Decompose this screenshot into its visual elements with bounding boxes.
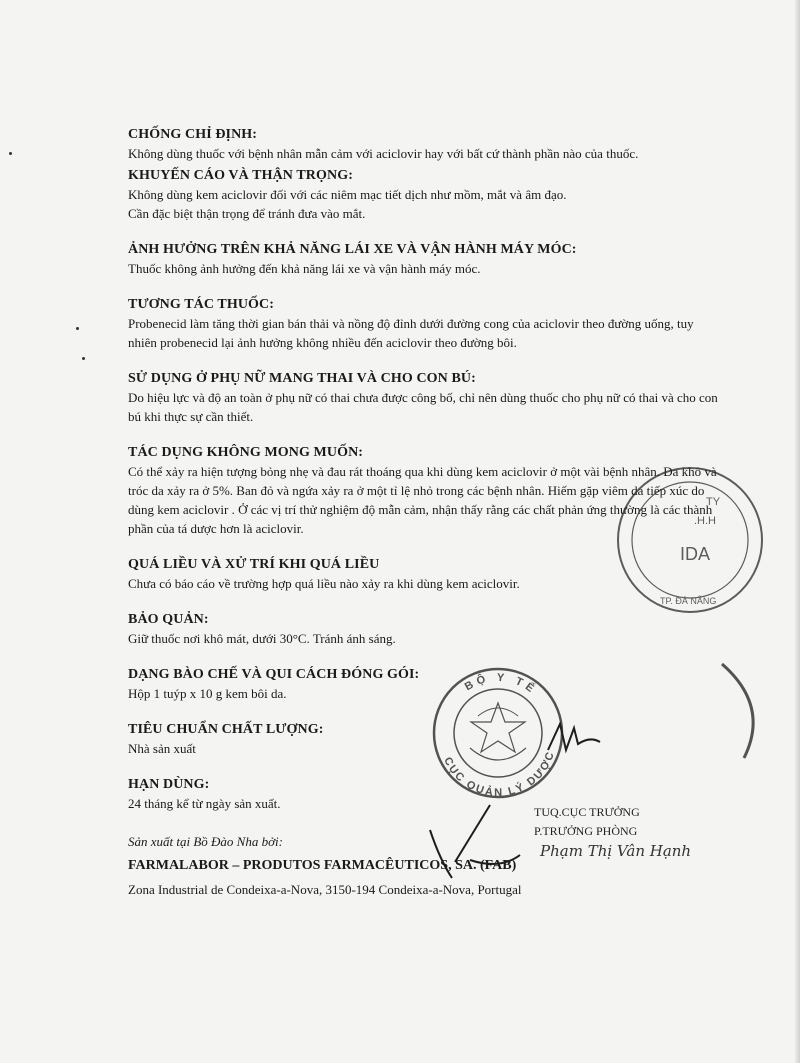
signer-name: Phạm Thị Vân Hạnh [540, 842, 692, 860]
company-stamp-icon [618, 468, 762, 612]
section-text: Giữ thuốc nơi khô mát, dưới 30°C. Tránh ánh sáng. [128, 631, 396, 646]
seal-top-text: BỘ Y TẾ [462, 671, 540, 698]
section-text: 24 tháng kể từ ngày sản xuất. [128, 796, 281, 811]
section-text: Do hiệu lực và độ an toàn ở phụ nữ có thai chưa được công bố, chỉ nên dùng thuốc cho phụ nữ có thai và cho con bú khi thực sự cần thiết. [128, 390, 718, 424]
company-stamp-text: TP. ĐÀ NẴNG [660, 596, 717, 606]
seal-bottom-text: CỤC QUẢN LÝ DƯỢC [441, 749, 558, 800]
signature-subtitle: P.TRƯỞNG PHÒNG [534, 824, 638, 838]
partial-stamp-arc-icon [722, 664, 753, 758]
section-text: Probenecid làm tăng thời gian bán thải và nồng độ đỉnh dưới đường cong của aciclovir theo đường uống, tuy nhiên probenecid lại ảnh hưởng không nhiều đến aciclovir theo đường bôi. [128, 316, 694, 350]
section-heading: TƯƠNG TÁC THUỐC: [128, 297, 275, 312]
section-heading: SỬ DỤNG Ở PHỤ NỮ MANG THAI VÀ CHO CON BÚ: [128, 371, 476, 386]
manufactured-in-label: Sản xuất tại Bồ Đào Nha bởi: [128, 834, 283, 849]
manufacturer-name: FARMALABOR – PRODUTOS FARMACÊUTICOS, SA. (FAB) [128, 858, 517, 873]
section-heading: CHỐNG CHỈ ĐỊNH: [128, 127, 258, 142]
section-text: Có thể xảy ra hiện tượng bỏng nhẹ và đau rát thoáng qua khi dùng kem aciclovir ở một vài bệnh nhân. Da khô và tróc da xảy ra ở 5%. Ban đỏ và ngứa xảy ra ở một tỉ lệ nhỏ trong các bệnh nhân. Hiếm gặp viêm da tiếp xúc do dùng kem aciclovir . Ở các vị trí thử nghiệm độ mẫn cảm, nhận thấy rằng các chất phản ứng thường là các thành phần của tá dược hơn là aciclovir. [128, 464, 717, 536]
section-heading: KHUYẾN CÁO VÀ THẬN TRỌNG: [128, 168, 353, 183]
section-text: Không dùng thuốc với bệnh nhân mẫn cảm với aciclovir hay với bất cứ thành phần nào của thuốc. [128, 146, 639, 161]
handwritten-signature-icon [430, 724, 600, 878]
signature-title: TUQ.CỤC TRƯỞNG [534, 805, 640, 819]
section-heading: BẢO QUẢN: [128, 612, 209, 627]
company-stamp-text: TY [706, 496, 721, 508]
section-text: Hộp 1 tuýp x 10 g kem bôi da. [128, 686, 287, 701]
section-text: Chưa có báo cáo về trường hợp quá liều nào xảy ra khi dùng kem aciclovir. [128, 576, 520, 591]
section-text: Nhà sản xuất [128, 741, 196, 756]
section-heading: HẠN DÙNG: [128, 777, 210, 792]
section-heading: DẠNG BÀO CHẾ VÀ QUI CÁCH ĐÓNG GÓI: [128, 667, 420, 682]
ministry-seal-icon [434, 669, 562, 799]
company-stamp-text: .H.H [694, 515, 716, 527]
section-text: Thuốc không ảnh hưởng đến khả năng lái xe và vận hành máy móc. [128, 261, 481, 276]
section-text: Cần đặc biệt thận trọng để tránh đưa vào mắt. [128, 206, 366, 221]
section-text: Không dùng kem aciclovir đối với các niêm mạc tiết dịch như mồm, mắt và âm đạo. [128, 187, 567, 202]
manufacturer-address: Zona Industrial de Condeixa-a-Nova, 3150-194 Condeixa-a-Nova, Portugal [128, 882, 522, 897]
svg-text:CỤC QUẢN LÝ DƯỢC [441, 749, 557, 799]
section-heading: TIÊU CHUẨN CHẤT LƯỢNG: [128, 722, 324, 737]
section-heading: ẢNH HƯỞNG TRÊN KHẢ NĂNG LÁI XE VÀ VẬN HÀNH MÁY MÓC: [128, 242, 577, 257]
section-heading: TÁC DỤNG KHÔNG MONG MUỐN: [128, 445, 364, 460]
company-stamp-text: IDA [680, 544, 711, 564]
section-heading: QUÁ LIỀU VÀ XỬ TRÍ KHI QUÁ LIỀU [128, 557, 380, 572]
